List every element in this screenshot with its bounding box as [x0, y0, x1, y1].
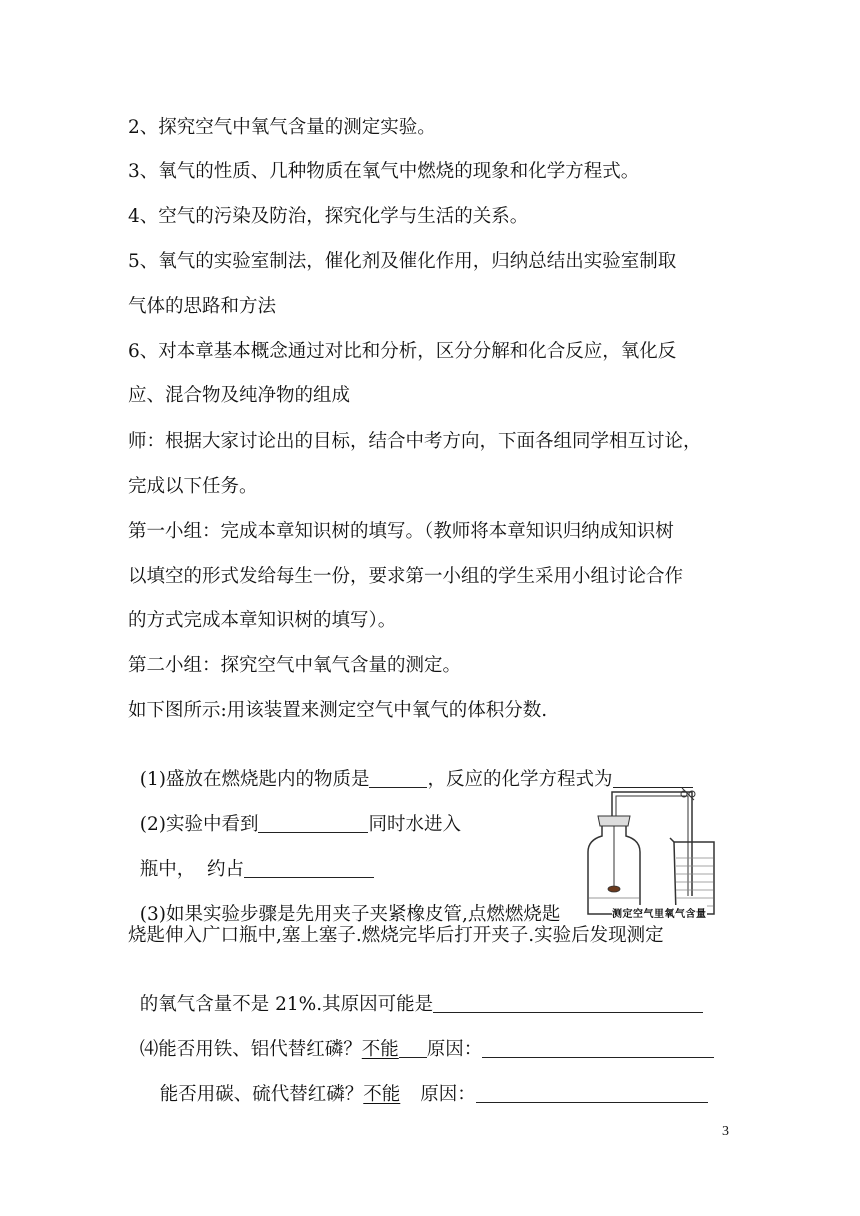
question-3-blank[interactable] [433, 994, 703, 1013]
question-3-text-c: 的氧气含量不是 21%.其原因可能是 [139, 994, 434, 1015]
objective-6: 6、对本章基本概念通过对比和分析，区分分解和化合反应，氧化反 [128, 341, 677, 362]
question-4-text-a: ⑷能否用铁、铝代替红磷？ [139, 1039, 362, 1060]
question-2-text-a: (2)实验中看到 [139, 814, 259, 835]
question-4-answer-underline [399, 1039, 427, 1058]
question-1-blank-1[interactable] [369, 769, 427, 788]
question-3-cont1: 烧匙伸入广口瓶中,塞上塞子.燃烧完毕后打开夹子.实验后发现测定 [128, 925, 664, 946]
group1-task: 第一小组：完成本章知识树的填写。（教师将本章知识归纳成知识树 [128, 521, 674, 542]
objective-2: 2、探究空气中氧气含量的测定实验。 [128, 117, 436, 138]
figure-intro: 如下图所示:用该装置来测定空气中氧气的体积分数. [128, 700, 548, 721]
question-2-blank-2[interactable] [244, 859, 374, 878]
question-1-text-a: (1)盛放在燃烧匙内的物质是 [139, 769, 370, 790]
question-3 [128, 879, 560, 927]
question-4-cont [148, 1059, 708, 1107]
objective-6-cont: 应、混合物及纯净物的组成 [128, 385, 351, 406]
question-2-blank-1[interactable] [258, 814, 368, 833]
teacher-instruction: 师：根据大家讨论出的目标，结合中考方向，下面各组同学相互讨论， [128, 431, 702, 452]
question-1-text-b: ，反应的化学方程式为 [427, 769, 613, 790]
question-2-text-b: 同时水进入 [368, 814, 461, 835]
objective-5-cont: 气体的思路和方法 [128, 296, 277, 317]
objective-5: 5、氧气的实验室制法，催化剂及催化作用，归纳总结出实验室制取 [128, 251, 677, 272]
group2-task: 第二小组：探究空气中氧气含量的测定。 [128, 655, 462, 676]
question-4b-blank[interactable] [476, 1084, 708, 1103]
question-2 [128, 789, 461, 837]
question-4b-answer: 不能 [363, 1084, 401, 1105]
group1-task-cont1: 以填空的形式发给每生一份，要求第一小组的学生采用小组讨论合作 [128, 566, 684, 587]
teacher-instruction-cont: 完成以下任务。 [128, 476, 258, 497]
question-4-blank[interactable] [482, 1039, 714, 1058]
objective-3: 3、氧气的性质、几种物质在氧气中燃烧的现象和化学方程式。 [128, 161, 640, 182]
question-4-text-b: 原因： [426, 1039, 483, 1060]
oxygen-measurement-apparatus [580, 786, 730, 920]
figure-caption: 测定空气里氧气含量 [612, 905, 707, 920]
question-4 [128, 1014, 714, 1062]
page-number: 3 [722, 1124, 729, 1139]
question-3-cont2 [128, 969, 703, 1017]
question-4b-text-a: 能否用碳、硫代替红磷？ [159, 1084, 364, 1105]
question-4b-text-b: 原因： [420, 1084, 476, 1105]
question-4-answer: 不能 [361, 1039, 399, 1060]
group1-task-cont2: 的方式完成本章知识树的填写）。 [128, 610, 397, 631]
objective-4: 4、空气的污染及防治，探究化学与生活的关系。 [128, 206, 529, 227]
question-1 [128, 744, 693, 792]
question-2-cont [128, 834, 374, 882]
question-2-text-c: 瓶中， 约占 [139, 859, 245, 880]
question-3-text-a: (3)如果实验步骤是先用夹子夹紧橡皮管,点燃燃烧匙 [139, 904, 561, 925]
